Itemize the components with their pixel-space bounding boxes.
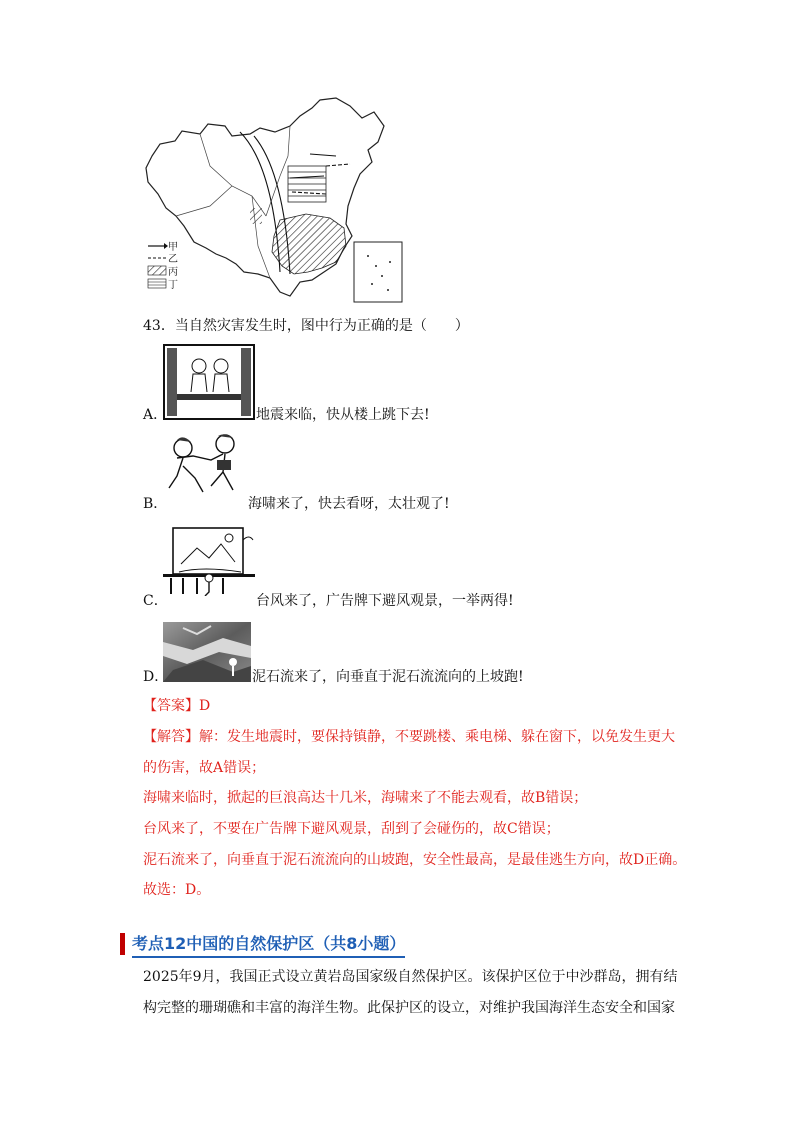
analysis-line-5: 泥石流来了，向垂直于泥石流流向的山坡跑，安全性最高，是最佳逃生方向，故D正确。 (143, 852, 687, 868)
region-ding (288, 166, 326, 202)
region-bing-small (250, 208, 262, 224)
intro-line-1: 2025年9月，我国正式设立黄岩岛国家级自然保护区。该保护区位于中沙群岛，拥有结 (143, 969, 678, 985)
option-a-text: 地震来临，快从楼上跳下去! (256, 407, 430, 423)
legend-bing: 丙 (168, 267, 178, 278)
legend-ding: 丁 (168, 280, 178, 291)
heading-marker (120, 933, 125, 955)
option-d-illustration (163, 622, 251, 682)
analysis-line-1: 【解答】解：发生地震时，要保持镇静，不要跳楼、乘电梯、躲在窗下，以免发生更大 (143, 729, 675, 745)
option-b-text: 海啸来了，快去看呀，太壮观了! (248, 496, 450, 512)
analysis-line-4: 台风来了，不要在广告牌下避风观景，刮到了会碰伤的，故C错误； (143, 821, 560, 837)
analysis-line-2: 的伤害，故A错误； (143, 760, 266, 776)
option-d-letter: D． (143, 669, 169, 685)
option-b-illustration (163, 432, 247, 500)
legend-yi: 乙 (168, 254, 178, 265)
china-map-svg (140, 96, 408, 306)
option-c-illustration (163, 526, 255, 596)
legend-jia: 甲 (168, 242, 178, 253)
option-c-text: 台风来了，广告牌下避风观景，一举两得! (256, 593, 514, 609)
question-43-stem: 43．当自然灾害发生时，图中行为正确的是（ ） (143, 318, 469, 334)
option-d-text: 泥石流来了，向垂直于泥石流流向的上坡跑! (252, 669, 524, 685)
option-a-letter: A． (143, 407, 168, 423)
south-sea-inset (354, 242, 402, 302)
answer-line: 【答案】D (143, 698, 211, 714)
map-legend (148, 241, 178, 291)
intro-line-2: 构完整的珊瑚礁和丰富的海洋生物。此保护区的设立，对维护我国海洋生态安全和国家 (143, 1000, 675, 1016)
analysis-line-3: 海啸来临时，掀起的巨浪高达十几米，海啸来了不能去观看，故B错误； (143, 790, 588, 806)
china-map-figure (140, 96, 408, 306)
china-outline (146, 98, 384, 296)
option-c-letter: C． (143, 593, 168, 609)
analysis-line-6: 故选：D。 (143, 882, 211, 898)
option-b-letter: B． (143, 496, 168, 512)
section-title: 考点12中国的自然保护区（共8小题） (132, 933, 405, 958)
option-a-illustration (163, 344, 255, 420)
